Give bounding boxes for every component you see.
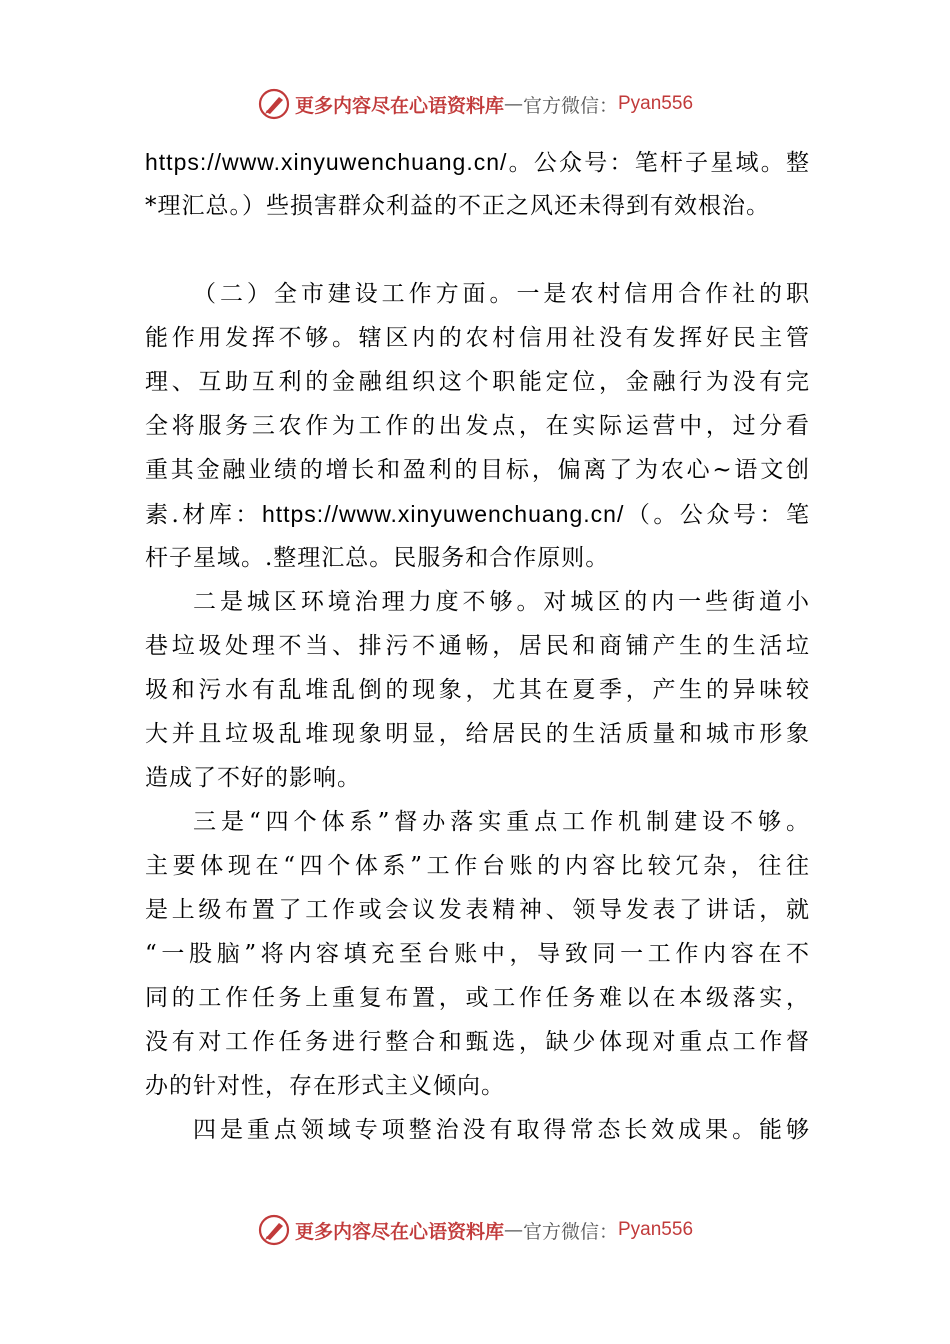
text-line: 同的工作任务上重复布置，或工作任务难以在本级落实， (145, 985, 810, 1011)
text-line: 没有对工作任务进行整合和甄选，缺少体现对重点工作督 (145, 1029, 810, 1055)
text-line: 圾和污水有乱堆乱倒的现象，尤其在夏季，产生的异味较 (145, 677, 810, 703)
text-line: 巷垃圾处理不当、排污不通畅，居民和商铺产生的生活垃 (145, 633, 810, 659)
text-line: 二是城区环境治理力度不够。对城区的内一些街道小 (193, 589, 810, 615)
text-line: 全将服务三农作为工作的出发点，在实际运营中，过分看 (145, 413, 810, 439)
pen-logo-icon (257, 87, 291, 121)
footer-site-text: 更多内容尽在心语资料库 (294, 1220, 504, 1243)
text-line: 理、互助互利的金融组织这个职能定位，金融行为没有完 (145, 369, 810, 395)
text-line: 大并且垃圾乱堆现象明显，给居民的生活质量和城市形象 (145, 721, 810, 747)
text-line: 造成了不好的影响。 (145, 765, 361, 791)
header-banner (0, 84, 950, 124)
text-line: https://www.xinyuwenchuang.cn/。公众号：笔杆子星域。整 (145, 149, 810, 176)
text-line: 三是“四个体系”督办落实重点工作机制建设不够。 (193, 809, 810, 835)
text-line: （二）全市建设工作方面。一是农村信用合作社的职 (193, 281, 810, 307)
header-wechat-label: 官方微信： (522, 94, 618, 117)
document-body (145, 140, 810, 1152)
footer-wechat-label: 官方微信： (522, 1220, 618, 1243)
text-line: *理汇总。）些损害群众利益的不正之风还未得到有效根治。 (145, 193, 770, 219)
header-dash: — (503, 93, 523, 115)
footer-dash: — (503, 1219, 523, 1241)
text-line: 能作用发挥不够。辖区内的农村信用社没有发挥好民主管 (145, 325, 810, 351)
text-line: 杆子星域。.整理汇总。民服务和合作原则。 (145, 545, 610, 571)
website-link[interactable]: https://www.xinyuwenchuang.cn/ (145, 149, 508, 175)
website-link[interactable]: https://www.xinyuwenchuang.cn/ (261, 501, 625, 527)
text-line: 是上级布置了工作或会议发表精神、领导发表了讲话，就 (145, 897, 810, 923)
text-line: 主要体现在“四个体系”工作台账的内容比较冗杂，往往 (145, 853, 810, 879)
footer-wechat-id: Pyan556 (618, 1219, 694, 1240)
header-wechat-id: Pyan556 (618, 93, 694, 114)
text-line: 四是重点领域专项整治没有取得常态长效成果。能够 (193, 1117, 810, 1143)
text-line: “一股脑”将内容填充至台账中，导致同一工作内容在不 (145, 941, 810, 967)
footer-banner (0, 1210, 950, 1250)
paragraph-gap (145, 228, 810, 272)
text-line: 素.材库：https://www.xinyuwenchuang.cn/（。公众号：笔 (145, 501, 810, 528)
text-line: 办的针对性，存在形式主义倾向。 (145, 1073, 505, 1099)
header-site-text: 更多内容尽在心语资料库 (294, 94, 504, 117)
text-line: 重其金融业绩的增长和盈利的目标，偏离了为农心~语文创 (145, 457, 810, 483)
pen-logo-icon (257, 1213, 291, 1247)
